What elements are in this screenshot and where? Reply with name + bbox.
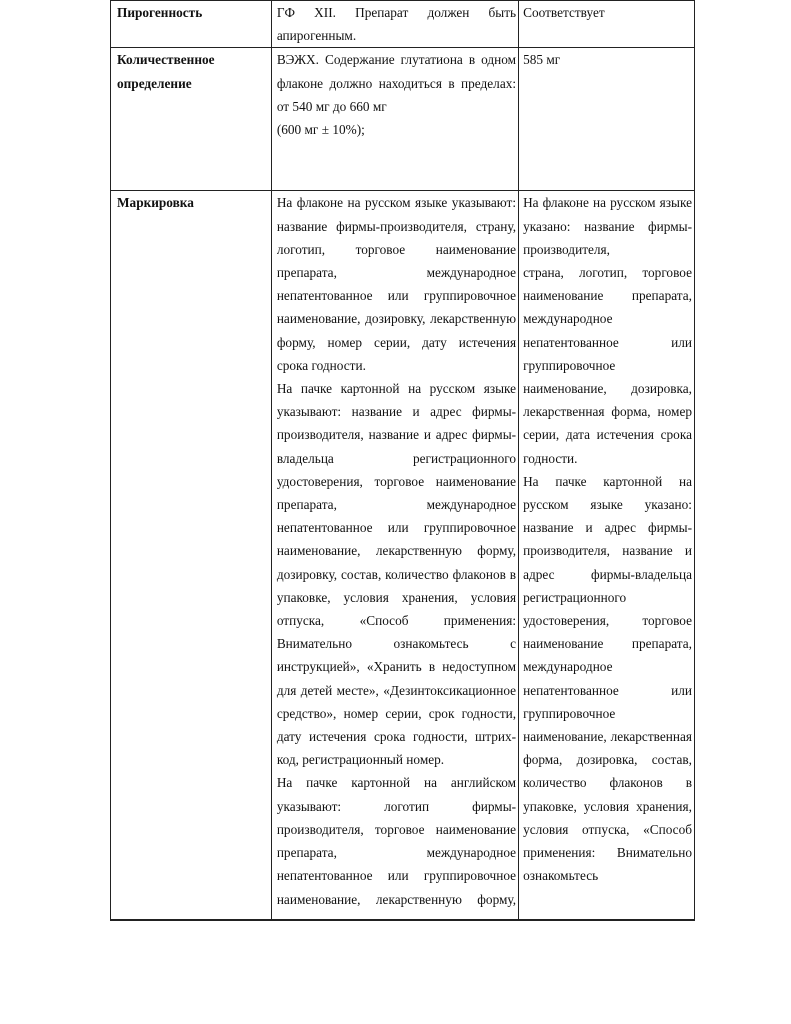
requirement-text: ГФ XII. Препарат должен быть апирогенным. [276, 5, 520, 44]
requirement-paragraph-carton-ru: На пачке картонной на русском языке указывают: название и адрес фирмы-производителя, название и адрес фирмы-владельца регистрационного удостоверения, торговое наименование препарата, международное непатентованное или группировочное наименование, лекарственную форму, дозировку, состав, количество флаконов в упаковке, условия хранения, условия отпуска, «Способ применения: Внимательно ознакомьтесь с инструкцией», «Хранить в недоступном для детей месте», «Дезинтоксикационное средство», номер серии, срок годности, дату истечения срока годности, штрих-код, регистрационный номер. [276, 381, 520, 768]
parameter-name-text: Количественное определение [117, 52, 215, 91]
table-row-assay [111, 48, 695, 191]
result-text: Соответствует [523, 5, 605, 20]
result-cell [519, 191, 695, 921]
table-row-pyrogenicity [111, 1, 695, 48]
result-cell [519, 1, 695, 48]
requirement-paragraph-vial: На флаконе на русском языке указывают: название фирмы-производителя, страну, логотип, торговое наименование препарата, международное непатентованное или группировочное наименование, дозировку, лекарственную форму, номер серии, дату истечения срока годности. [276, 195, 520, 373]
result-paragraph-vial: На флаконе на русском языке указано: название фирмы-производителя, [523, 195, 696, 257]
requirement-cell [271, 48, 518, 191]
result-paragraph-carton-ru: На пачке картонной на русском языке указано: название и адрес фирмы-производителя, название и адрес фирмы-владельца регистрационного удостоверения, торговое наименование препарата, международное непатентованное или группировочное наименование, лекарственная форма, дозировка, состав, количество флаконов в упаковке, условия хранения, условия отпуска, «Способ применения: Внимательно ознакомьтесь [523, 473, 696, 884]
specification-table [110, 0, 695, 921]
requirement-cell [271, 1, 518, 48]
parameter-name-text: Пирогенность [117, 5, 203, 20]
result-cell [519, 48, 695, 191]
parameter-name [111, 48, 272, 191]
result-text: 585 мг [523, 52, 561, 68]
requirement-paragraph-carton-en: На пачке картонной на английском указывают: логотип фирмы-производителя, торговое наименование препарата, международное непатентованное или группировочное наименование, лекарственную форму, [276, 775, 520, 907]
parameter-name-text: Маркировка [117, 195, 194, 211]
parameter-name [111, 191, 272, 921]
requirement-cell [271, 191, 518, 921]
table-row-labeling [111, 191, 695, 921]
result-paragraph-vial-cont: страна, логотип, торговое наименование препарата, международное непатентованное или группировочное наименование, дозировка, лекарственная форма, номер серии, дата истечения срока годности. [523, 265, 696, 466]
requirement-text: ВЭЖХ. Содержание глутатиона в одном флаконе должно находиться в пределах: от 540 мг до 660 мг (600 мг ± 10%); [276, 52, 517, 138]
parameter-name [111, 1, 272, 48]
